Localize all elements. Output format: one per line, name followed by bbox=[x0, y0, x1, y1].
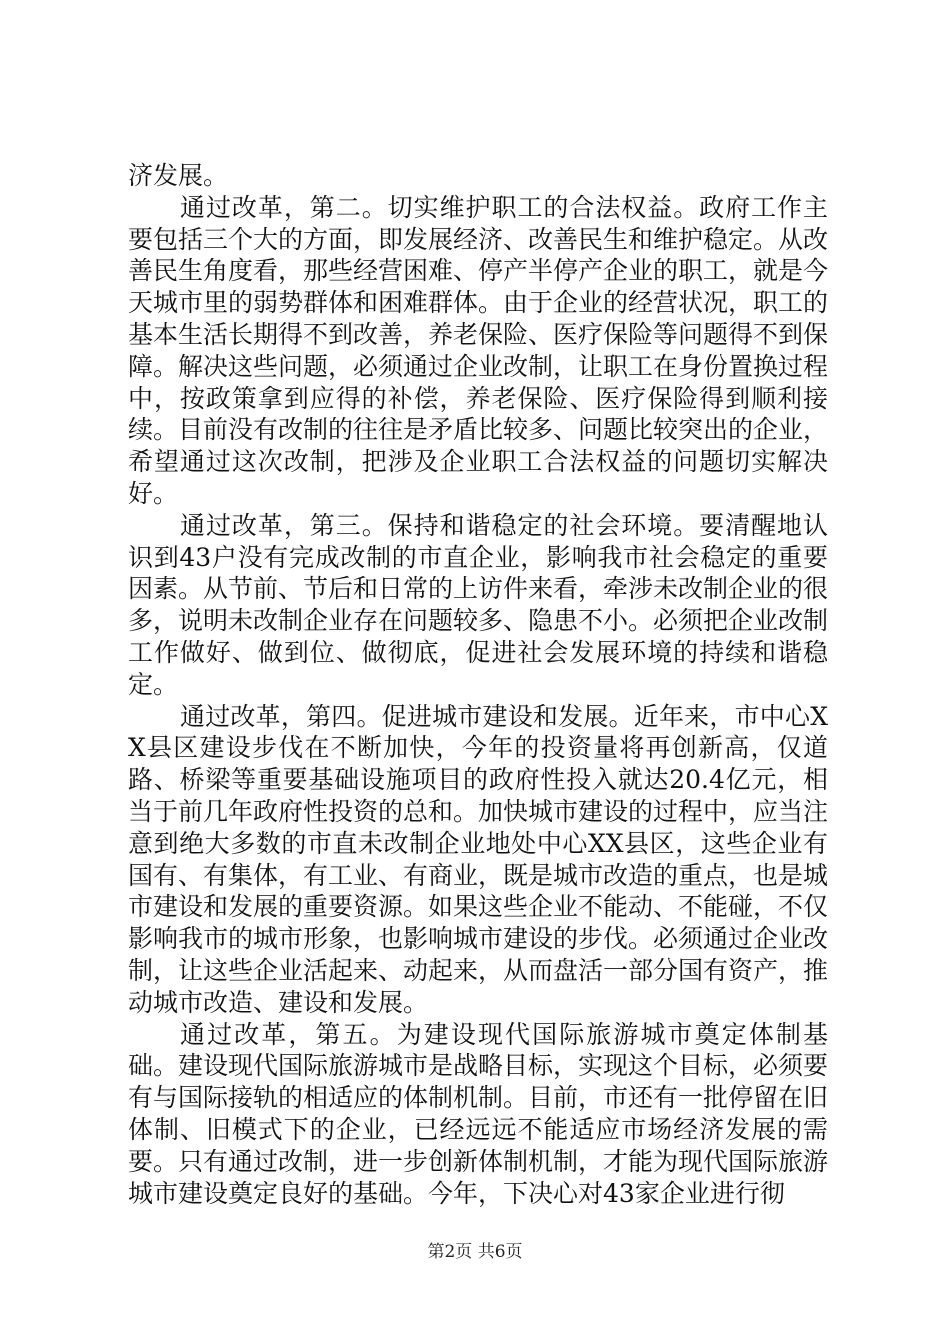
paragraph-third: 通过改革，第三。保持和谐稳定的社会环境。要清醒地认识到43户没有完成改制的市直企业，影响我市社会稳定的重要因素。从节前、节后和日常的上访件来看，牵涉未改制企业的很多，说明未改制企业存在问题较多、隐患不小。必须把企业改制工作做好、做到位、做彻底，促进社会发展环境的持续和谐稳定。 bbox=[128, 510, 829, 699]
document-body bbox=[128, 160, 828, 1209]
paragraph-fourth: 通过改革，第四。促进城市建设和发展。近年来，市中心XX县区建设步伐在不断加快，今年的投资量将再创新高，仅道路、桥梁等重要基础设施项目的政府性投入就达20.4亿元，相当于前几年政府性投资的总和。加快城市建设的过程中，应当注意到绝大多数的市直未改制企业地处中心XX县区，这些企业有国有、有集体，有工业、有商业，既是城市改造的重点，也是城市建设和发展的重要资源。如果这些企业不能动、不能碰，不仅影响我市的城市形象，也影响城市建设的步伐。必须通过企业改制，让这些企业活起来、动起来，从而盘活一部分国有资产，推动城市改造、建设和发展。 bbox=[128, 701, 829, 1017]
page-footer: 第2页 共6页 bbox=[427, 1242, 523, 1262]
paragraph-fifth: 通过改革，第五。为建设现代国际旅游城市奠定体制基础。建设现代国际旅游城市是战略目标，实现这个目标，必须要有与国际接轨的相适应的体制机制。目前，市还有一批停留在旧体制、旧模式下的企业，已经远远不能适应市场经济发展的需要。只有通过改制，进一步创新体制机制，才能为现代国际旅游城市建设奠定良好的基础。今年，下决心对43家企业进行彻 bbox=[128, 1019, 829, 1208]
paragraph-second: 通过改革，第二。切实维护职工的合法权益。政府工作主要包括三个大的方面，即发展经济、改善民生和维护稳定。从改善民生角度看，那些经营困难、停产半停产企业的职工，就是今天城市里的弱势群体和困难群体。由于企业的经营状况，职工的基本生活长期得不到改善，养老保险、医疗保险等问题得不到保障。解决这些问题，必须通过企业改制，让职工在身份置换过程中，按政策拿到应得的补偿，养老保险、医疗保险得到顺利接续。目前没有改制的往往是矛盾比较多、问题比较突出的企业，希望通过这次改制，把涉及企业职工合法权益的问题切实解决好。 bbox=[128, 192, 829, 508]
paragraph-continuation: 济发展。 bbox=[128, 161, 229, 190]
